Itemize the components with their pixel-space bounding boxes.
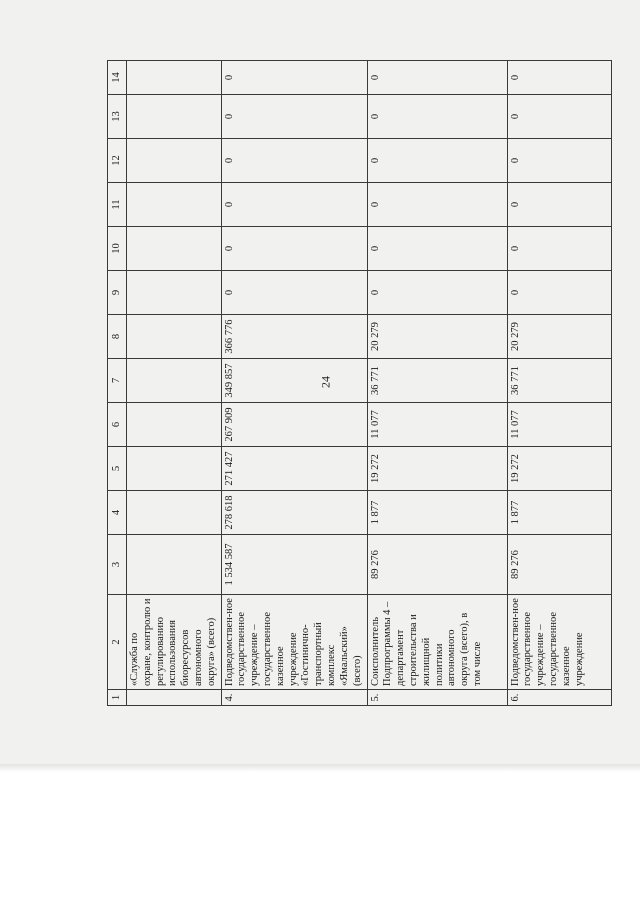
value-cell: 0 [507,139,611,183]
row-name: Подведомствен-ное государственное учреждение – государственное казенное учреждение [507,595,611,690]
header-cell: 4 [108,491,127,535]
value-cell: 1 534 587 [221,535,367,595]
table-row [507,61,611,706]
header-cell: 5 [108,447,127,491]
value-cell [127,359,222,403]
value-cell [127,183,222,227]
table-row [221,61,367,706]
value-cell: 0 [221,95,367,139]
value-cell: 19 272 [367,447,507,491]
header-cell: 14 [108,61,127,95]
header-cell: 8 [108,315,127,359]
table-row [127,61,222,706]
row-name: Подведомствен-ное государственное учреждение – государственное казенное учреждение «Гостинично-транспортный комплекс «Ямальский» (всего) [221,595,367,690]
page-number: 24 [318,376,333,388]
value-cell [127,61,222,95]
value-cell: 366 776 [221,315,367,359]
value-cell: 0 [367,95,507,139]
value-cell: 36 771 [367,359,507,403]
value-cell: 271 427 [221,447,367,491]
row-number: 4. [221,690,367,706]
scan-edge [0,764,640,772]
value-cell: 89 276 [507,535,611,595]
header-cell: 10 [108,227,127,271]
value-cell: 36 771 [507,359,611,403]
header-cell: 12 [108,139,127,183]
row-name: Соисполнитель Подпрограммы 4 – департамент строительства и жилищной политики автономного округа (всего), в том числе [367,595,507,690]
value-cell [127,535,222,595]
value-cell: 0 [221,227,367,271]
value-cell: 0 [367,227,507,271]
value-cell: 0 [507,61,611,95]
value-cell: 11 077 [367,403,507,447]
value-cell: 0 [221,61,367,95]
value-cell: 267 909 [221,403,367,447]
header-cell: 13 [108,95,127,139]
value-cell: 0 [221,139,367,183]
value-cell: 20 279 [367,315,507,359]
table-row [367,61,507,706]
value-cell: 0 [221,271,367,315]
value-cell: 0 [507,183,611,227]
rotated-table-container [107,61,607,706]
value-cell [127,447,222,491]
value-cell: 0 [367,139,507,183]
value-cell [127,271,222,315]
value-cell: 1 877 [367,491,507,535]
budget-table [107,60,612,706]
header-row [108,61,127,706]
value-cell [127,491,222,535]
value-cell: 278 618 [221,491,367,535]
row-number: 5. [367,690,507,706]
value-cell [127,403,222,447]
value-cell: 0 [367,271,507,315]
value-cell [127,95,222,139]
value-cell: 89 276 [367,535,507,595]
header-cell: 2 [108,595,127,690]
row-number: 6. [507,690,611,706]
value-cell: 1 877 [507,491,611,535]
header-cell: 7 [108,359,127,403]
header-cell: 1 [108,690,127,706]
row-number [127,690,222,706]
value-cell [127,315,222,359]
value-cell: 0 [367,183,507,227]
header-cell: 9 [108,271,127,315]
value-cell: 349 857 [221,359,367,403]
value-cell: 20 279 [507,315,611,359]
value-cell: 0 [221,183,367,227]
header-cell: 3 [108,535,127,595]
value-cell [127,139,222,183]
value-cell: 0 [507,271,611,315]
value-cell: 0 [507,95,611,139]
value-cell: 0 [507,227,611,271]
header-cell: 11 [108,183,127,227]
value-cell [127,227,222,271]
value-cell: 0 [367,61,507,95]
value-cell: 11 077 [507,403,611,447]
header-cell: 6 [108,403,127,447]
value-cell: 19 272 [507,447,611,491]
row-name: «Служба по охране, контролю и регулированию использования биоресурсов автономного округа» (всего) [127,595,222,690]
